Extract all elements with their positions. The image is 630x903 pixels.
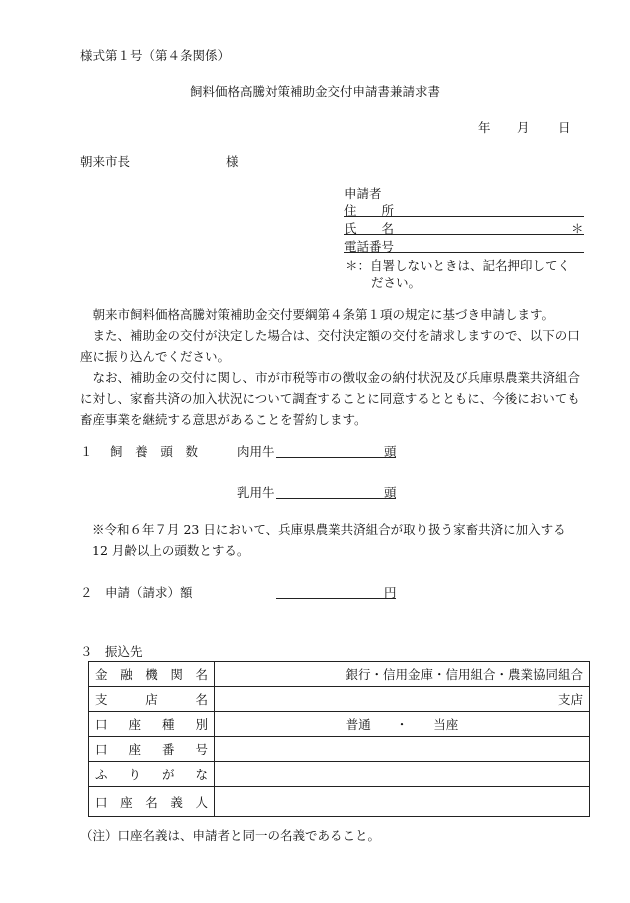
address-label: 住 所 [344,203,395,218]
date-year: 年 [478,120,491,135]
table-row [89,687,590,712]
furigana-label: ふ り が な [89,762,215,787]
beef-cattle-unit: 頭 [384,444,397,459]
table-row [89,712,590,737]
beef-cattle-label: 肉用牛 [237,444,275,459]
signature-note-line1: ＊：自署しないときは、記名押印してく [345,258,571,273]
document-title: 飼料価格高騰対策補助金交付申請書兼請求書 [189,84,440,99]
account-holder-label: 口 座 名 義 人 [89,787,215,817]
table-footnote: （注）口座名義は、申請者と同一の名義であること。 [80,828,381,843]
section1-number: １ [80,444,93,459]
label-char: 数 [185,444,198,459]
account-number-label: 口 座 番 号 [89,737,215,762]
signature-asterisk: ＊ [571,221,584,236]
bank-account-table [88,661,590,817]
date-day: 日 [558,120,571,135]
address-field[interactable] [344,216,584,217]
beef-cattle-field[interactable] [276,457,396,458]
body-paragraph-2: また、補助金の交付が決定した場合は、交付決定額の交付を請求しますので、以下の口座に振り込んでください。 [80,328,580,364]
signature-note-line2: ださい。 [371,275,422,290]
headcount-note-line2: 12 月齢以上の頭数とする。 [92,543,250,558]
body-paragraph-1: 朝来市飼料価格高騰対策補助金交付要綱第４条第１項の規定に基づき申請します。 [92,307,555,322]
section1-label [110,442,198,460]
addressee-sama: 様 [226,154,239,169]
amount-unit: 円 [384,585,397,600]
body-paragraph-3: なお、補助金の交付に関し、市が市税等市の徴収金の納付状況及び兵庫県農業共済組合に対し、家畜共済の加入状況について調査することに同意するとともに、今後においても畜産事業を継続する意思があることを誓約します。 [80,370,581,427]
table-row [89,737,590,762]
table-row [89,762,590,787]
section3-heading: ３ 振込先 [80,644,143,659]
account-type-field[interactable]: 普通 ・ 当座 [215,712,590,737]
table-row [89,787,590,817]
label-char: 養 [135,444,148,459]
section2-number: ２ [80,585,93,600]
section2-label: 申請（請求）額 [105,585,193,600]
date-month: 月 [517,120,530,135]
dairy-cattle-field[interactable] [276,498,396,499]
name-field[interactable] [344,234,584,235]
name-label: 氏 名 [344,221,395,236]
addressee-mayor: 朝来市長 [80,154,131,169]
label-char: 頭 [160,444,173,459]
account-type-label: 口 座 種 別 [89,712,215,737]
table-row [89,662,590,687]
amount-field[interactable] [276,598,396,599]
applicant-heading: 申請者 [344,186,382,201]
bank-name-label: 金 融 機 関 名 [89,662,215,687]
account-number-field[interactable] [215,737,590,762]
dairy-cattle-label: 乳用牛 [237,485,275,500]
dairy-cattle-unit: 頭 [384,485,397,500]
body-text [80,304,585,430]
phone-label: 電話番号 [344,239,395,254]
label-char: 飼 [110,444,123,459]
branch-name-field[interactable]: 支店 [215,687,590,712]
phone-field[interactable] [344,252,584,253]
bank-name-field[interactable]: 銀行・信用金庫・信用組合・農業協同組合 [215,662,590,687]
account-holder-field[interactable] [215,787,590,817]
branch-name-label: 支 店 名 [89,687,215,712]
headcount-note-line1: ※令和６年７月 23 日において、兵庫県農業共済組合が取り扱う家畜共済に加入する [92,522,566,537]
form-number: 様式第１号（第４条関係） [80,48,231,63]
furigana-field[interactable] [215,762,590,787]
